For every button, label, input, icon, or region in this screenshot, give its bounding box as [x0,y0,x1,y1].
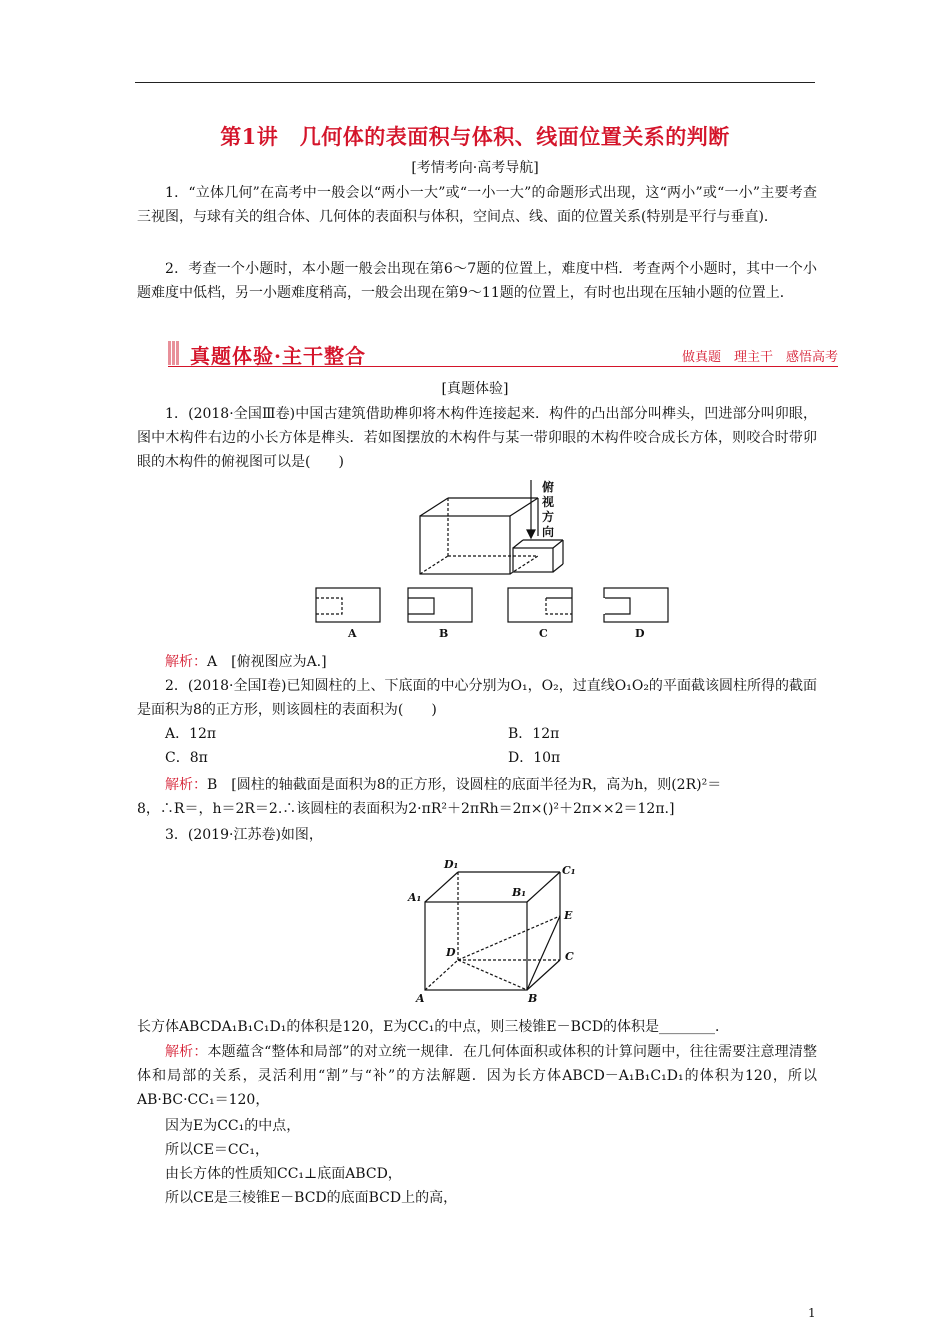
analysis-text: A [俯视图应为A.] [207,654,327,670]
question-1-text: 1．(2018·全国Ⅲ卷)中国古建筑借助榫卯将木构件连接起来．构件的凸出部分叫榫头，凹进部分叫卯眼，图中木构件右边的小长方体是榫头．若如图摆放的木构件与某一带卯眼的木构件咬合成长方体，则咬合时带卯眼的木构件的俯视图可以是( ) [137,406,817,470]
vertex-label-c1: C₁ [562,864,576,877]
vertex-label-c: C [565,950,574,963]
option-label-c: C [539,627,548,640]
vertex-label-d: D [446,946,456,959]
question-3-stem: 长方体ABCDA₁B₁C₁D₁的体积是120，E为CC₁的中点，则三棱锥E－BCD的体积是________． [137,1019,730,1035]
header-rule [135,82,815,83]
direction-char: 向 [541,525,554,539]
analysis-step: 因为E为CC₁的中点， [165,1118,301,1134]
option-views-figure [310,586,680,646]
section-banner [168,340,838,366]
page-subtitle: [考情考向·高考导航] [411,160,539,176]
direction-char: 视 [541,495,554,509]
q2-option-a: A．12π [165,726,217,742]
view-direction-label [540,480,556,540]
banner-title: 真题体验·主干整合 [190,344,366,368]
q2-option-b: B．12π [508,726,560,742]
analysis-label: 解析： [165,1044,208,1060]
analysis-text: 本题蕴含“整体和局部”的对立统一规律．在几何体面积或体积的计算问题中，往往需要注意理清整体和局部的关系，灵活利用“割”与“补”的方法解题．因为长方体ABCD－A₁B₁C₁D₁的体积为120，所以AB·BC·CC₁＝120， [137,1044,818,1108]
analysis-text: B [圆柱的轴截面是面积为8的正方形，设圆柱的底面半径为R，高为h，则(2R)²＝ [207,777,722,793]
vertex-label-b1: B₁ [512,886,527,899]
question-2-analysis-line-2: 8，∴R＝，h＝2R＝2.∴该圆柱的表面积为2·πR²＋2πRh＝2π×()²＋2π××2＝12π.] [137,801,675,817]
question-2-analysis-line-1 [137,773,817,797]
analysis-step: 由长方体的性质知CC₁⊥底面ABCD， [165,1166,402,1182]
analysis-label: 解析： [165,777,207,793]
direction-char: 方 [541,510,554,524]
banner-bars-icon [168,341,180,365]
q2-option-d: D．10π [508,750,561,766]
vertex-label-e: E [564,909,573,922]
q2-option-c: C．8π [165,750,208,766]
question-2-text: 2．(2018·全国Ⅰ卷)已知圆柱的上、下底面的中心分别为O₁，O₂，过直线O₁O₂的平面截该圆柱所得的截面是面积为8的正方形，则该圆柱的表面积为( ) [137,678,817,718]
analysis-step: 所以CE＝CC₁， [165,1142,269,1158]
banner-slogan: 做真题 理主干 感悟高考 [681,350,838,365]
section-label: [真题体验] [441,381,509,397]
page-number: 1 [808,1306,816,1320]
intro-paragraph-1: 1．“立体几何”在高考中一般会以“两小一大”或“一小一大”的命题形式出现，这“两小”或“一小”主要考查三视图，与球有关的组合体、几何体的表面积与体积，空间点、线、面的位置关系(特别是平行与垂直)． [137,185,817,225]
vertex-label-d1: D₁ [444,858,459,871]
cuboid-figure [400,852,590,1008]
option-label-d: D [635,627,645,640]
option-label-b: B [439,627,449,640]
banner-underline [168,366,838,367]
page-title: 第1讲 几何体的表面积与体积、线面位置关系的判断 [220,124,730,149]
vertex-label-a: A [416,992,425,1005]
direction-char: 俯 [541,480,554,494]
analysis-step: 所以CE是三棱锥E－BCD的底面BCD上的高， [165,1190,458,1206]
vertex-label-b: B [528,992,538,1005]
question-3-text: 3．(2019·江苏卷)如图， [165,827,323,843]
analysis-label: 解析： [165,654,207,670]
question-3-analysis [137,1040,817,1112]
vertex-label-a1: A₁ [408,891,422,904]
intro-paragraph-2: 2．考查一个小题时，本小题一般会出现在第6～7题的位置上，难度中档．考查两个小题时，其中一个小题难度中低档，另一小题难度稍高，一般会出现在第9～11题的位置上，有时也出现在压轴小题的位置上． [137,261,817,301]
option-label-a: A [348,627,357,640]
question-1-analysis [137,650,817,674]
